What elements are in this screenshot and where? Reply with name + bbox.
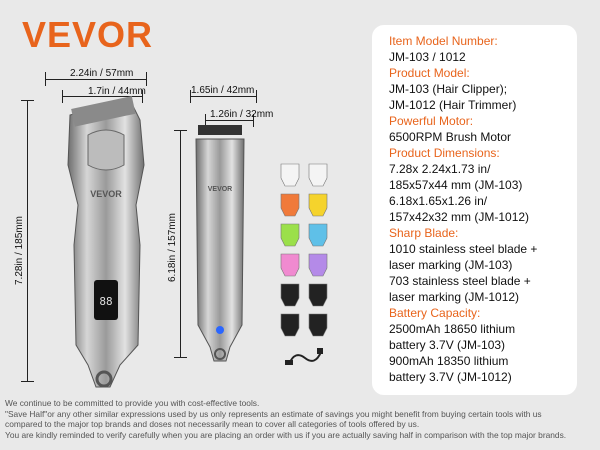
spec-value: JM-103 (Hair Clipper);	[389, 82, 508, 96]
guide-comb-icon	[281, 224, 299, 246]
trimmer-width-label: 1.65in / 42mm	[191, 85, 255, 96]
svg-text:VEVOR: VEVOR	[207, 186, 233, 193]
spec-heading: Powerful Motor:	[389, 114, 474, 128]
spec-value: JM-103 / 1012	[389, 50, 466, 64]
trimmer-depth-line	[205, 120, 253, 121]
clipper-display-readout: 88	[99, 295, 113, 308]
clipper-depth-label: 1.7in / 44mm	[88, 86, 146, 97]
spec-heading: Battery Capacity:	[389, 306, 481, 320]
trimmer-depth-label: 1.26in / 32mm	[210, 109, 274, 120]
spec-value: JM-1012 (Hair Trimmer)	[389, 98, 517, 112]
disclaimer-line: You are kindly reminded to verify carefully when you are placing an order with us if you are actually saving half in comparison with the top major brands.	[5, 429, 567, 440]
trimmer-width-line	[190, 96, 256, 97]
guide-comb-icon	[281, 194, 299, 216]
spec-heading: Product Dimensions:	[389, 146, 500, 160]
guide-comb-icon	[281, 284, 299, 306]
clipper-height-tick-top	[21, 100, 34, 101]
disclaimer-line: We continue to be committed to provide you with cost-effective tools.	[5, 398, 260, 408]
spec-value: battery 3.7V (JM-1012)	[389, 370, 512, 384]
disclaimer-line: "Save Half"or any other similar expressions used by us only represents an estimate of savings you might benefit from buying certain tools with us	[5, 408, 542, 419]
guide-comb-icon	[309, 194, 327, 216]
vevor-logo: VEVOR	[22, 14, 154, 55]
spec-value: 157x42x32 mm (JM-1012)	[389, 210, 530, 224]
spec-value: laser marking (JM-103)	[389, 258, 513, 272]
guide-comb-icon	[309, 254, 327, 276]
clipper-height-label: 7.28in / 185mm	[14, 216, 25, 285]
clipper-height-line	[27, 100, 28, 382]
guide-comb-icon	[281, 254, 299, 276]
trimmer-height-label: 6.18in / 157mm	[167, 213, 178, 282]
spec-value: 703 stainless steel blade +	[389, 274, 531, 288]
spec-heading: Item Model Number:	[389, 34, 498, 48]
disclaimer	[5, 398, 600, 440]
usb-cable-icon	[285, 340, 325, 370]
hair-clipper-image	[40, 95, 160, 395]
guide-comb-icon	[281, 164, 299, 186]
spec-value: 7.28x 2.24x1.73 in/	[389, 162, 491, 176]
clipper-width-tick-right	[146, 72, 147, 86]
spec-value: laser marking (JM-1012)	[389, 290, 520, 304]
clipper-width-line	[45, 79, 147, 80]
clipper-height-tick-bottom	[21, 381, 34, 382]
spec-heading: Product Model:	[389, 66, 470, 80]
spec-value: 2500mAh 18650 lithium	[389, 322, 516, 336]
trimmer-width-tick-right	[256, 90, 257, 103]
spec-value: 185x57x44 mm (JM-103)	[389, 178, 523, 192]
guide-combs-image	[275, 160, 335, 340]
guide-comb-icon	[309, 164, 327, 186]
guide-comb-icon	[309, 284, 327, 306]
spec-value: 1010 stainless steel blade +	[389, 242, 538, 256]
guide-comb-icon	[309, 314, 327, 336]
guide-comb-icon	[309, 224, 327, 246]
clipper-width-label: 2.24in / 57mm	[70, 68, 134, 79]
svg-text:VEVOR: VEVOR	[90, 189, 122, 199]
trimmer-height-tick-top	[174, 130, 187, 131]
spec-value: 900mAh 18350 lithium	[389, 354, 509, 368]
spec-value: 6500RPM Brush Motor	[389, 130, 512, 144]
spec-value: battery 3.7V (JM-103)	[389, 338, 506, 352]
spec-heading: Sharp Blade:	[389, 226, 459, 240]
spec-card	[372, 25, 577, 395]
disclaimer-line: compared to the major top brands and doses not necessarily mean to cover all categories of tools offered by us.	[5, 419, 420, 430]
guide-comb-icon	[281, 314, 299, 336]
clipper-width-tick-left	[45, 72, 46, 86]
trimmer-height-tick-bottom	[174, 357, 187, 358]
spec-value: 6.18x1.65x1.26 in/	[389, 194, 488, 208]
trimmer-height-line	[180, 130, 181, 358]
hair-trimmer-image	[190, 125, 250, 365]
